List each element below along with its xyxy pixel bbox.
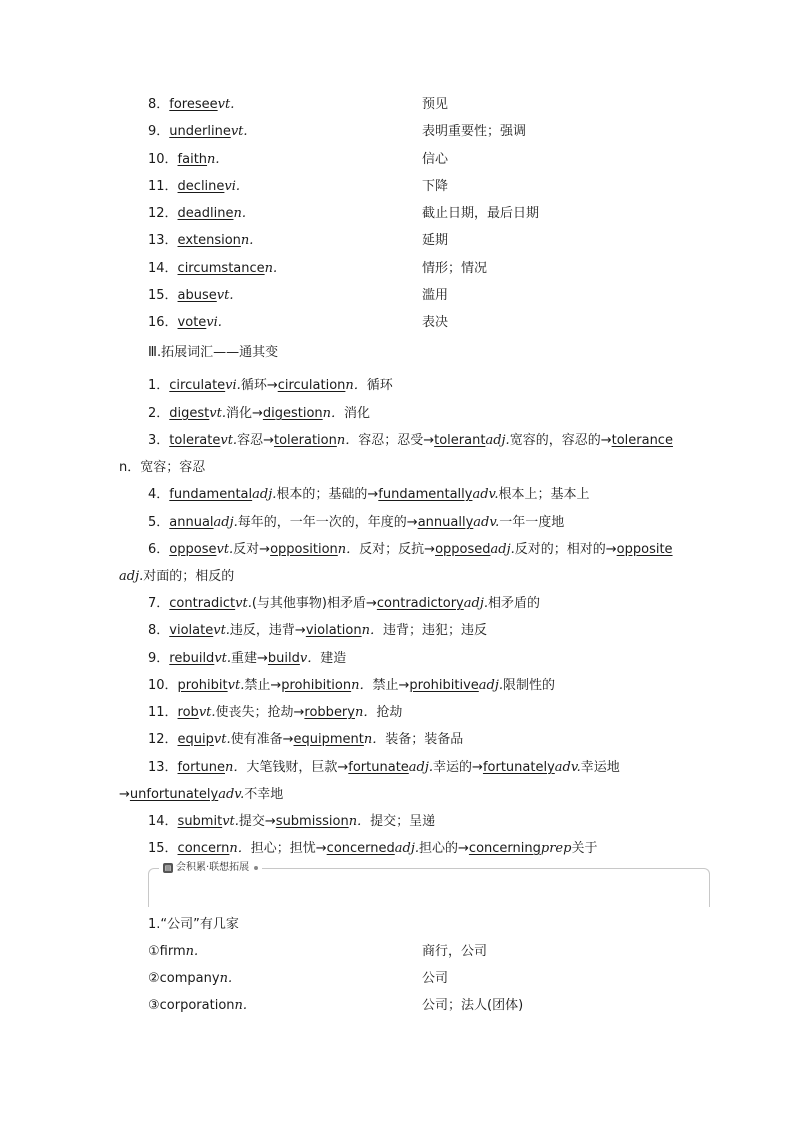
item-number: 10．	[148, 152, 178, 167]
text-fragment: vi.	[225, 378, 241, 393]
extend-row-continued	[119, 785, 659, 805]
text-fragment: vt.	[213, 623, 230, 638]
extend-word: annual	[169, 515, 214, 530]
text-fragment: vt.	[220, 433, 238, 448]
text-fragment	[148, 150, 220, 170]
extend-row	[148, 621, 688, 641]
text-fragment: 提交；呈递	[370, 814, 436, 829]
part-of-speech: vi.	[206, 315, 222, 330]
item-number: 14．	[148, 261, 178, 276]
text-fragment: n．宽容；容忍	[119, 460, 206, 475]
text-fragment	[148, 313, 222, 333]
extend-word: digestion	[262, 406, 323, 421]
company-row	[148, 942, 708, 962]
extend-word: robbery	[304, 705, 355, 720]
text-fragment: 循环	[366, 378, 393, 393]
company-title: 1.“公司”有几家	[148, 917, 239, 932]
extend-word: opposition	[270, 542, 338, 557]
extend-word: contradictory	[376, 596, 464, 611]
vocab-word: foresee	[169, 97, 218, 112]
extend-word: fortune	[177, 760, 225, 775]
text-fragment: 反对→	[233, 542, 271, 557]
vocab-row	[148, 95, 708, 115]
vocab-meaning: 情形；情况	[422, 261, 488, 276]
vocab-row	[148, 259, 708, 279]
text-fragment	[148, 204, 246, 224]
item-number: 15．	[148, 288, 178, 303]
text-fragment: n．	[345, 378, 367, 393]
vocab-row	[148, 231, 708, 251]
text-fragment: 对面的；相反的	[143, 569, 235, 584]
extend-row	[148, 540, 688, 560]
vocab-word: vote	[177, 315, 207, 330]
extend-word: tolerate	[169, 433, 221, 448]
extend-row	[148, 703, 688, 723]
text-fragment: 限制性的	[503, 678, 556, 693]
extend-word: prohibitive	[409, 678, 479, 693]
extend-word: digest	[169, 406, 210, 421]
extend-word: toleration	[273, 433, 337, 448]
text-fragment: vt.	[213, 732, 231, 747]
text-fragment: vt.	[235, 596, 252, 611]
text-fragment: 相矛盾的	[488, 596, 541, 611]
extend-word: opposed	[435, 542, 491, 557]
text-fragment: n．	[363, 732, 386, 747]
text-fragment: 13．	[148, 760, 178, 775]
extend-word: annually	[417, 515, 474, 530]
extend-word: violate	[169, 623, 214, 638]
text-fragment: 9．	[148, 651, 170, 666]
part-of-speech: n.	[233, 206, 246, 221]
extend-row	[148, 513, 688, 533]
text-fragment: n．	[225, 760, 247, 775]
box-tag	[159, 860, 262, 876]
text-fragment: 6．	[148, 542, 170, 557]
text-fragment: 重建→	[231, 651, 268, 666]
text-fragment: 担心的→	[419, 841, 469, 856]
text-fragment: 7．	[148, 596, 170, 611]
text-fragment: 3．	[148, 433, 170, 448]
extend-word: opposite	[616, 542, 673, 557]
extend-word: concerning	[468, 841, 541, 856]
text-fragment: adv.	[472, 487, 499, 502]
extend-word: fundamentally	[378, 487, 473, 502]
text-fragment: 每年的，一年一次的，年度的→	[237, 515, 418, 530]
part-of-speech: vi.	[224, 179, 241, 194]
text-fragment: adv.	[554, 760, 581, 775]
text-fragment: vt.	[198, 705, 216, 720]
text-fragment: 12．	[148, 732, 178, 747]
item-number: 9．	[148, 124, 170, 139]
extend-word: prohibit	[177, 678, 228, 693]
text-fragment: 反对的；相对的→	[514, 542, 617, 557]
extend-word: fortunate	[348, 760, 409, 775]
part-of-speech: n.	[234, 998, 248, 1013]
text-fragment: 根本的；基础的→	[276, 487, 379, 502]
text-fragment: n．	[229, 841, 251, 856]
company-row	[148, 996, 708, 1016]
vocab-row	[148, 177, 708, 197]
text-fragment: vt.	[216, 542, 234, 557]
vocab-meaning: 滥用	[422, 288, 449, 303]
extend-word: equip	[177, 732, 214, 747]
text-fragment: vt.	[209, 406, 226, 421]
extend-row	[148, 594, 688, 614]
vocab-word: extension	[177, 233, 241, 248]
text-fragment: vt.	[222, 814, 239, 829]
text-fragment: n．	[336, 433, 359, 448]
text-fragment	[148, 969, 232, 989]
extend-word: circulate	[169, 378, 226, 393]
extend-word: prohibition	[281, 678, 352, 693]
text-fragment	[148, 122, 248, 142]
extend-row	[148, 485, 688, 505]
extend-word: tolerant	[434, 433, 486, 448]
text-fragment: adj.	[119, 569, 144, 584]
extend-row	[148, 730, 688, 750]
vocab-word: deadline	[177, 206, 234, 221]
text-fragment	[148, 259, 277, 279]
part-of-speech: n.	[264, 261, 278, 276]
vocab-meaning: 预见	[422, 97, 449, 112]
vocab-word: faith	[177, 152, 208, 167]
item-number: 16．	[148, 315, 178, 330]
company-word: ③corporation	[148, 998, 235, 1013]
extend-word: fortunately	[482, 760, 555, 775]
text-fragment: (与其他事物)相矛盾→	[251, 596, 377, 611]
text-fragment: 关于	[571, 841, 598, 856]
extend-word: oppose	[169, 542, 217, 557]
text-fragment: →	[119, 787, 130, 802]
company-word: ①firm	[148, 944, 186, 959]
vocab-row	[148, 204, 708, 224]
text-fragment: 大笔钱财，巨款→	[246, 760, 349, 775]
text-fragment: 1．	[148, 378, 170, 393]
text-fragment: n．	[322, 406, 345, 421]
extend-row	[148, 376, 688, 396]
text-fragment: adv.	[218, 787, 245, 802]
extend-word: contradict	[169, 596, 236, 611]
text-fragment: adj.	[408, 760, 434, 775]
extend-row	[148, 839, 688, 859]
vocab-meaning: 截止日期，最后日期	[422, 206, 540, 221]
text-fragment: 使有准备→	[230, 732, 294, 747]
text-fragment: adj.	[394, 841, 420, 856]
text-fragment: 消化→	[225, 406, 263, 421]
text-fragment: 循环→	[240, 378, 278, 393]
vocab-row	[148, 313, 708, 333]
extend-word: concern	[177, 841, 230, 856]
text-fragment: adj.	[213, 515, 238, 530]
item-number: 8．	[148, 97, 170, 112]
part-of-speech: n.	[207, 152, 220, 167]
text-fragment: 建造	[320, 651, 347, 666]
vocab-row	[148, 122, 708, 142]
extend-word: violation	[305, 623, 362, 638]
vocab-row	[148, 286, 708, 306]
text-fragment: adj.	[252, 487, 277, 502]
book-icon: ▤	[164, 864, 172, 872]
text-fragment	[148, 231, 253, 251]
extend-word: submit	[177, 814, 223, 829]
text-fragment: 容忍→	[237, 433, 274, 448]
text-fragment: 14．	[148, 814, 178, 829]
vocab-word: abuse	[177, 288, 217, 303]
text-fragment: vt.	[214, 651, 232, 666]
part-of-speech: vt.	[217, 97, 235, 112]
text-fragment	[148, 95, 234, 115]
part-of-speech: n.	[240, 233, 254, 248]
text-fragment	[148, 942, 198, 962]
text-fragment: 装备；装备品	[385, 732, 464, 747]
text-fragment: adj.	[490, 542, 515, 557]
extend-row-continued	[119, 567, 659, 587]
vocab-row	[148, 150, 708, 170]
vocab-meaning: 表决	[422, 315, 449, 330]
vocab-meaning: 延期	[422, 233, 449, 248]
text-fragment: 11．	[148, 705, 178, 720]
text-fragment: 反对；反抗→	[359, 542, 436, 557]
extend-word: build	[267, 651, 300, 666]
text-fragment: 5．	[148, 515, 170, 530]
text-fragment: adv.	[473, 515, 500, 530]
item-number: 13．	[148, 233, 178, 248]
text-fragment: adj.	[485, 433, 510, 448]
text-fragment: 宽容的，容忍的→	[509, 433, 612, 448]
text-fragment: 幸运的→	[433, 760, 483, 775]
extend-word: circulation	[277, 378, 346, 393]
extend-row	[148, 676, 688, 696]
text-fragment: 4．	[148, 487, 170, 502]
text-fragment: n．	[337, 542, 360, 557]
company-meaning: 商行，公司	[422, 944, 488, 959]
extend-row	[148, 649, 688, 669]
text-fragment: 2．	[148, 406, 170, 421]
text-fragment: 10．	[148, 678, 178, 693]
dot-icon	[254, 866, 258, 870]
extend-word: rob	[177, 705, 199, 720]
part-of-speech: n.	[219, 971, 233, 986]
text-fragment: 根本上；基本上	[498, 487, 590, 502]
part-of-speech: vt.	[216, 288, 234, 303]
part-of-speech: n.	[185, 944, 199, 959]
item-number: 11．	[148, 179, 178, 194]
section-heading: Ⅲ.拓展词汇——通其变	[148, 345, 279, 360]
extend-word: rebuild	[169, 651, 215, 666]
text-fragment: n．	[354, 705, 377, 720]
text-fragment: 15．	[148, 841, 178, 856]
text-fragment: 违背；违犯；违反	[382, 623, 487, 638]
extend-word: equipment	[293, 732, 364, 747]
vocab-meaning: 信心	[422, 152, 449, 167]
text-fragment: adj.	[478, 678, 504, 693]
text-fragment: 不幸地	[244, 787, 284, 802]
extend-row	[148, 431, 688, 451]
part-of-speech: vt.	[230, 124, 248, 139]
extend-row	[148, 758, 688, 778]
text-fragment: adj.	[463, 596, 488, 611]
vocab-meaning: 下降	[422, 179, 449, 194]
text-fragment: n．	[348, 814, 371, 829]
item-number: 12．	[148, 206, 178, 221]
text-fragment: v．	[299, 651, 321, 666]
company-meaning: 公司	[422, 971, 449, 986]
text-fragment	[148, 177, 240, 197]
extend-word: unfortunately	[129, 787, 219, 802]
text-fragment: prep	[540, 841, 572, 856]
vocab-word: decline	[177, 179, 225, 194]
text-fragment: 抢劫	[376, 705, 403, 720]
box-tag-label: 会积累·联想拓展	[176, 862, 250, 873]
text-fragment: 一年一度地	[499, 515, 565, 530]
text-fragment: 容忍；忍受→	[358, 433, 435, 448]
text-fragment: 使丧失；抢劫→	[215, 705, 305, 720]
company-meaning: 公司；法人(团体)	[422, 998, 524, 1013]
text-fragment: 违反，违背→	[229, 623, 306, 638]
extend-row	[148, 404, 688, 424]
extend-row-continued	[119, 458, 659, 478]
accumulate-box	[148, 862, 710, 907]
extend-word: tolerance	[611, 433, 673, 448]
text-fragment: 提交→	[238, 814, 276, 829]
text-fragment: n．	[351, 678, 373, 693]
vocab-word: circumstance	[177, 261, 265, 276]
extend-word: concerned	[326, 841, 395, 856]
vocab-word: underline	[169, 124, 231, 139]
text-fragment	[148, 286, 233, 306]
company-row	[148, 969, 708, 989]
text-fragment	[148, 996, 247, 1016]
text-fragment: 消化	[344, 406, 371, 421]
text-fragment: 担心；担忧→	[250, 841, 327, 856]
text-fragment: 幸运地	[580, 760, 620, 775]
extend-row	[148, 812, 688, 832]
text-fragment: n．	[361, 623, 383, 638]
text-fragment: 禁止→	[372, 678, 410, 693]
text-fragment: vt.	[227, 678, 245, 693]
text-fragment: 8．	[148, 623, 170, 638]
company-word: ②company	[148, 971, 220, 986]
extend-word: submission	[275, 814, 349, 829]
vocab-meaning: 表明重要性；强调	[422, 124, 527, 139]
text-fragment: 禁止→	[244, 678, 282, 693]
extend-word: fundamental	[169, 487, 253, 502]
